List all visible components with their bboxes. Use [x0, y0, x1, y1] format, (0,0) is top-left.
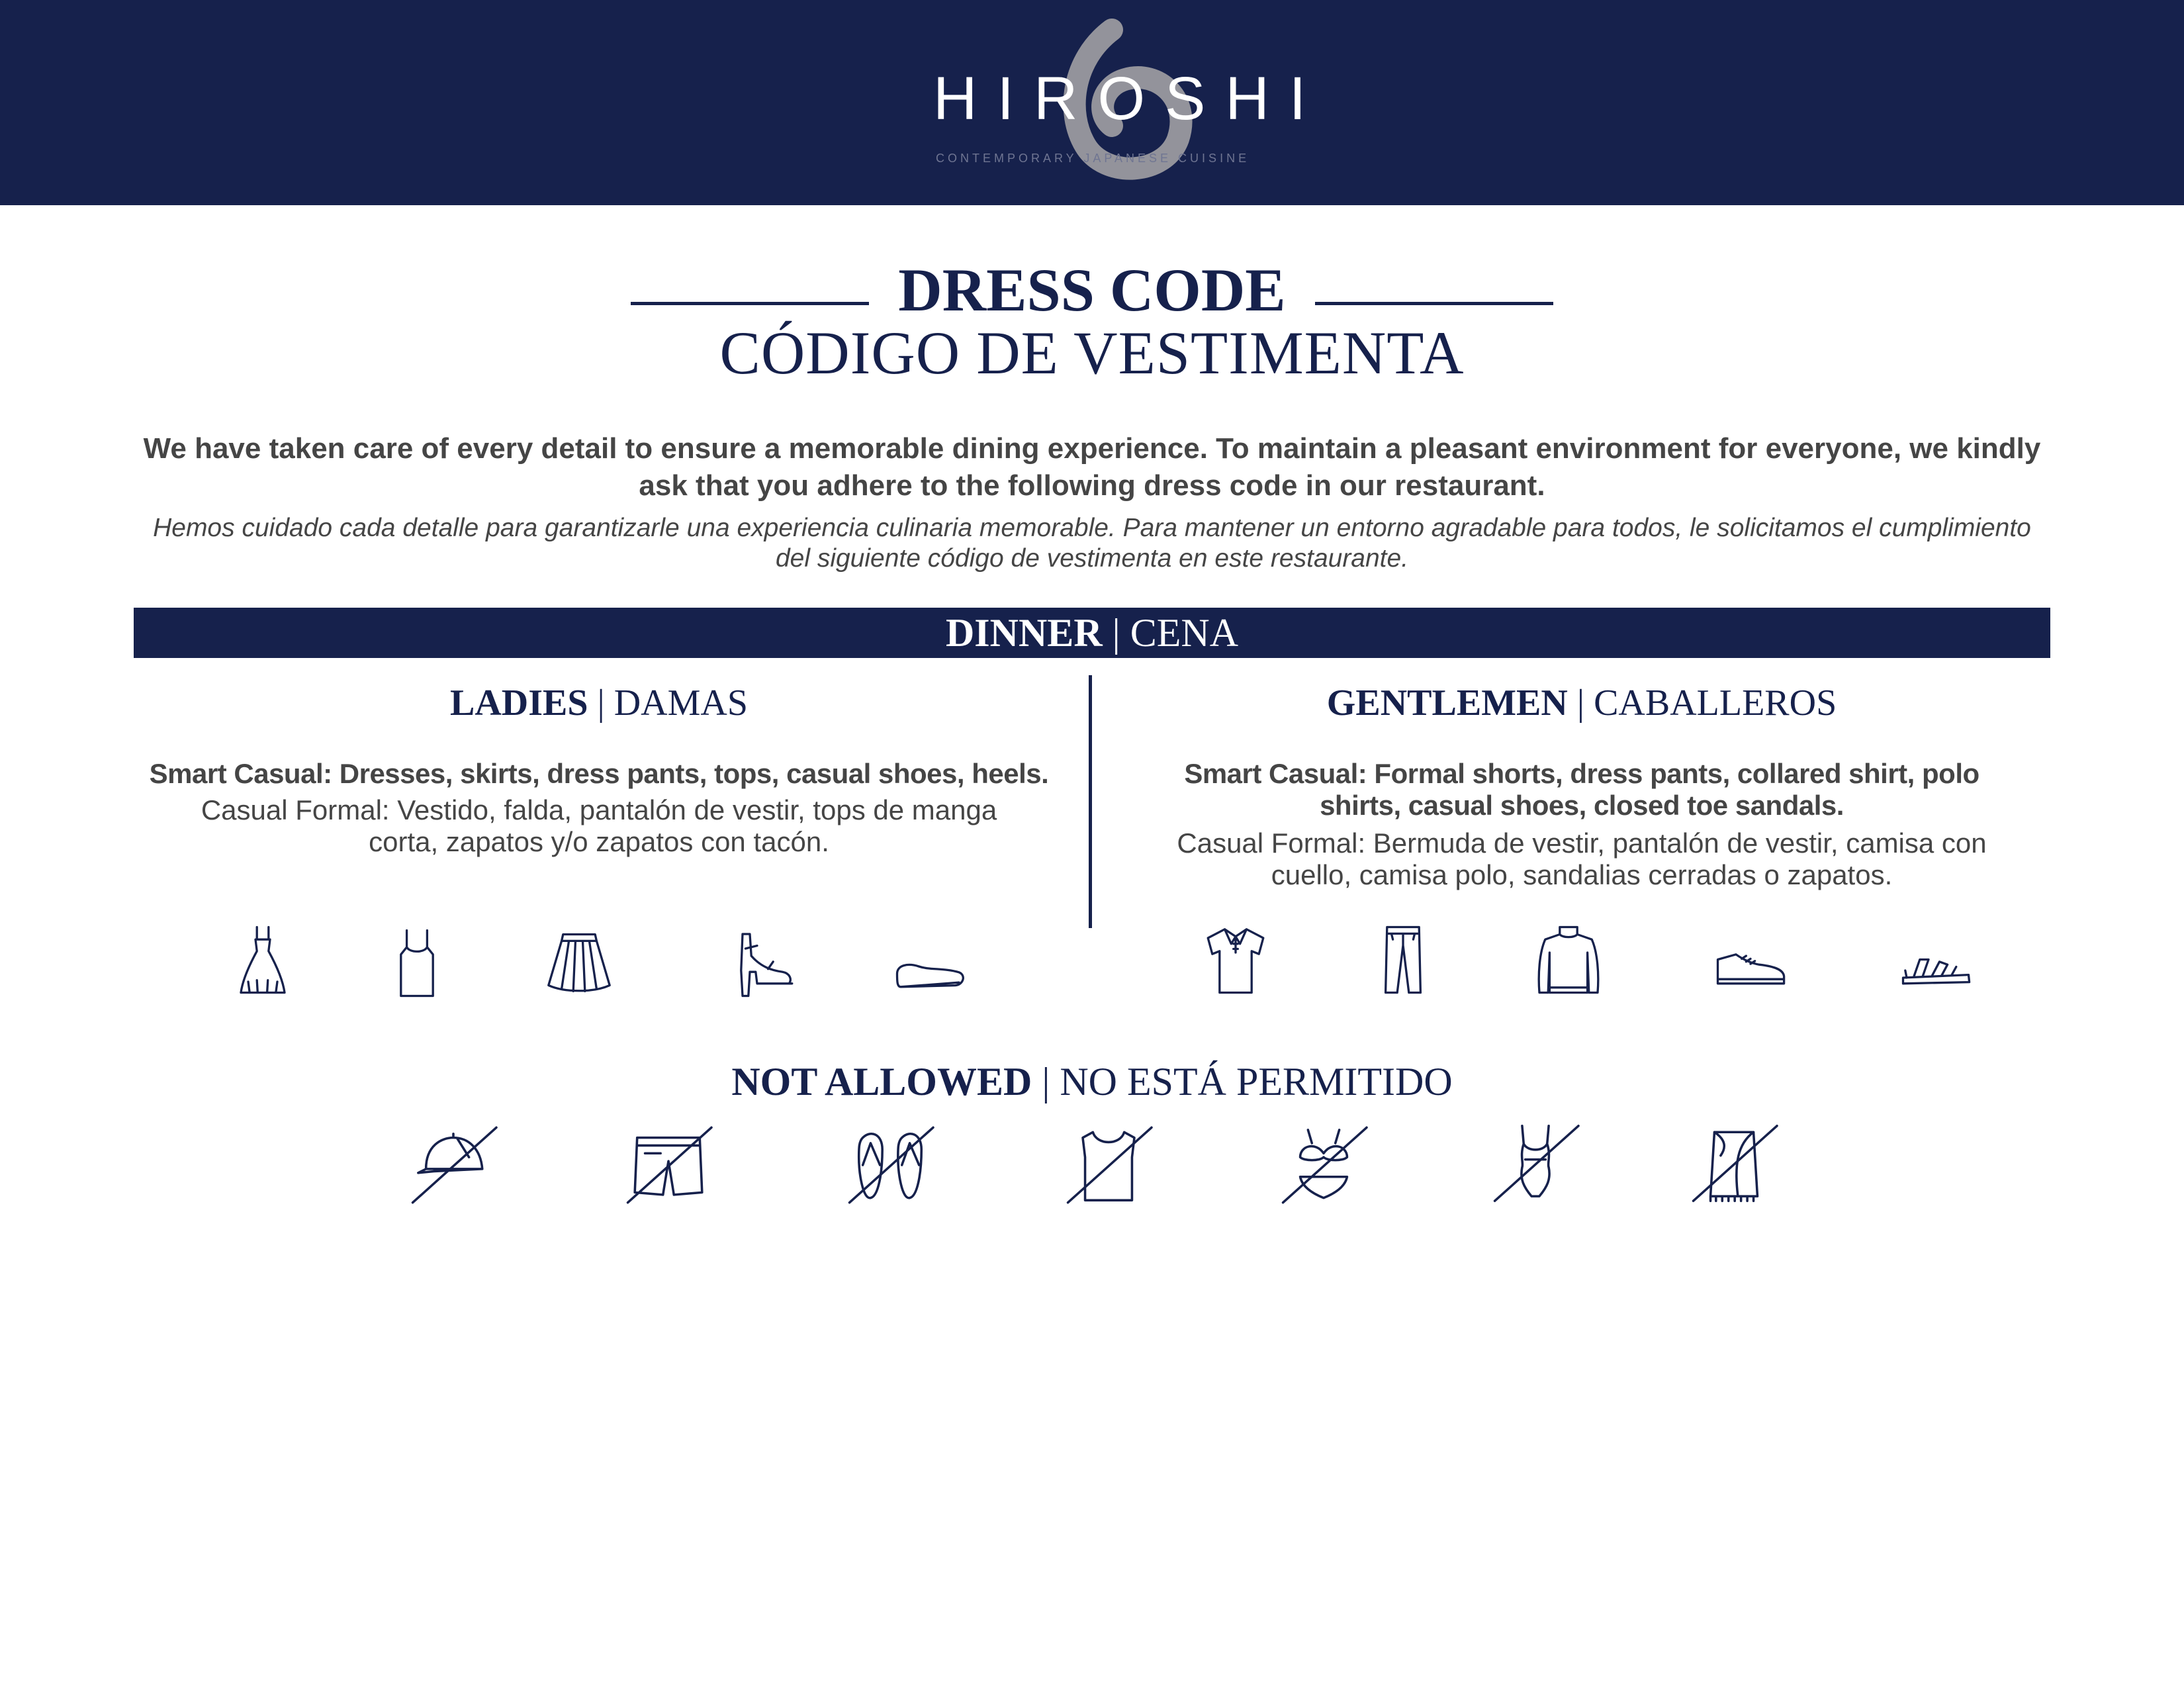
- not-allowed-heading-es: NO ESTÁ PERMITIDO: [1060, 1060, 1453, 1103]
- gentlemen-text-es: Casual Formal: Bermuda de vestir, pantalón de vestir, camisa con cuello, camisa polo, sandalias cerradas o zapatos.: [1177, 827, 1987, 890]
- gentlemen-separator: |: [1567, 682, 1594, 724]
- ladies-heading: [136, 682, 1062, 724]
- header-banner: [0, 0, 2184, 205]
- flat-shoe-icon: [893, 930, 966, 1003]
- column-divider: [1089, 675, 1092, 928]
- gentlemen-heading-en: GENTLEMEN: [1326, 682, 1568, 724]
- ladies-separator: |: [588, 682, 614, 724]
- sarong-icon: [1691, 1122, 1777, 1205]
- polo-shirt-icon: [1199, 923, 1272, 996]
- ladies-heading-en: LADIES: [449, 682, 588, 724]
- ladies-heading-es: DAMAS: [614, 682, 748, 724]
- swimsuit-icon: [1492, 1122, 1578, 1205]
- not-allowed-heading: [0, 1059, 2184, 1105]
- ladies-text-en: Smart Casual: Dresses, skirts, dress pants, tops, casual shoes, heels.: [149, 758, 1049, 789]
- page-subtitle: CÓDIGO DE VESTIMENTA: [719, 319, 1465, 387]
- swim-shorts-icon: [625, 1125, 711, 1205]
- sweater-icon: [1532, 923, 1605, 996]
- title-rule-left: [631, 302, 869, 305]
- title-row: [0, 255, 2184, 325]
- band-title-es: CENA: [1130, 611, 1239, 655]
- hiroshi-logo: [913, 20, 1326, 185]
- intro-english: We have taken care of every detail to ensure a memorable dining experience. To maintain a pleasant environment for everyone, we kindly ask that you adhere to the following dress code in our restaurant.: [143, 432, 2041, 502]
- ladies-text-es: Casual Formal: Vestido, falda, pantalón de vestir, tops de manga corta, zapatos y/o zapatos con tacón.: [201, 794, 997, 857]
- logo-mark: [913, 20, 1326, 185]
- sleeveless-shirt-icon: [1066, 1125, 1152, 1205]
- flip-flops-icon: [847, 1125, 933, 1205]
- band-separator: |: [1102, 611, 1130, 655]
- not-allowed-heading-en: NOT ALLOWED: [731, 1060, 1032, 1103]
- dinner-band: [134, 608, 2050, 658]
- gentlemen-heading: [1118, 682, 2045, 724]
- not-allowed-separator: |: [1032, 1060, 1060, 1103]
- dress-icon: [226, 923, 299, 996]
- gentlemen-text-en: Smart Casual: Formal shorts, dress pants, collared shirt, polo shirts, casual shoes, closed toe sandals.: [1184, 758, 1979, 821]
- band-title-en: DINNER: [945, 611, 1103, 655]
- bikini-icon: [1281, 1125, 1367, 1205]
- sneaker-icon: [1714, 927, 1787, 1000]
- skirt-icon: [543, 923, 615, 996]
- sandal-icon: [1899, 927, 1972, 1000]
- gentlemen-heading-es: CABALLEROS: [1594, 682, 1837, 724]
- heel-shoe-icon: [728, 927, 801, 1000]
- page-title: DRESS CODE: [898, 256, 1286, 324]
- logo-tagline: CONTEMPORARY JAPANESE CUISINE: [936, 152, 1250, 165]
- cap-icon: [410, 1125, 496, 1205]
- intro-spanish: Hemos cuidado cada detalle para garantizarle una experiencia culinaria memorable. Para mantener un entorno agradable para todos, le solicitamos el cumplimiento del siguiente código de vestimenta en este restaurante.: [153, 514, 2031, 573]
- title-rule-right: [1315, 302, 1553, 305]
- pants-icon: [1367, 923, 1439, 996]
- logo-wordmark: HIROSHI: [933, 65, 1326, 132]
- tank-top-icon: [381, 927, 453, 1000]
